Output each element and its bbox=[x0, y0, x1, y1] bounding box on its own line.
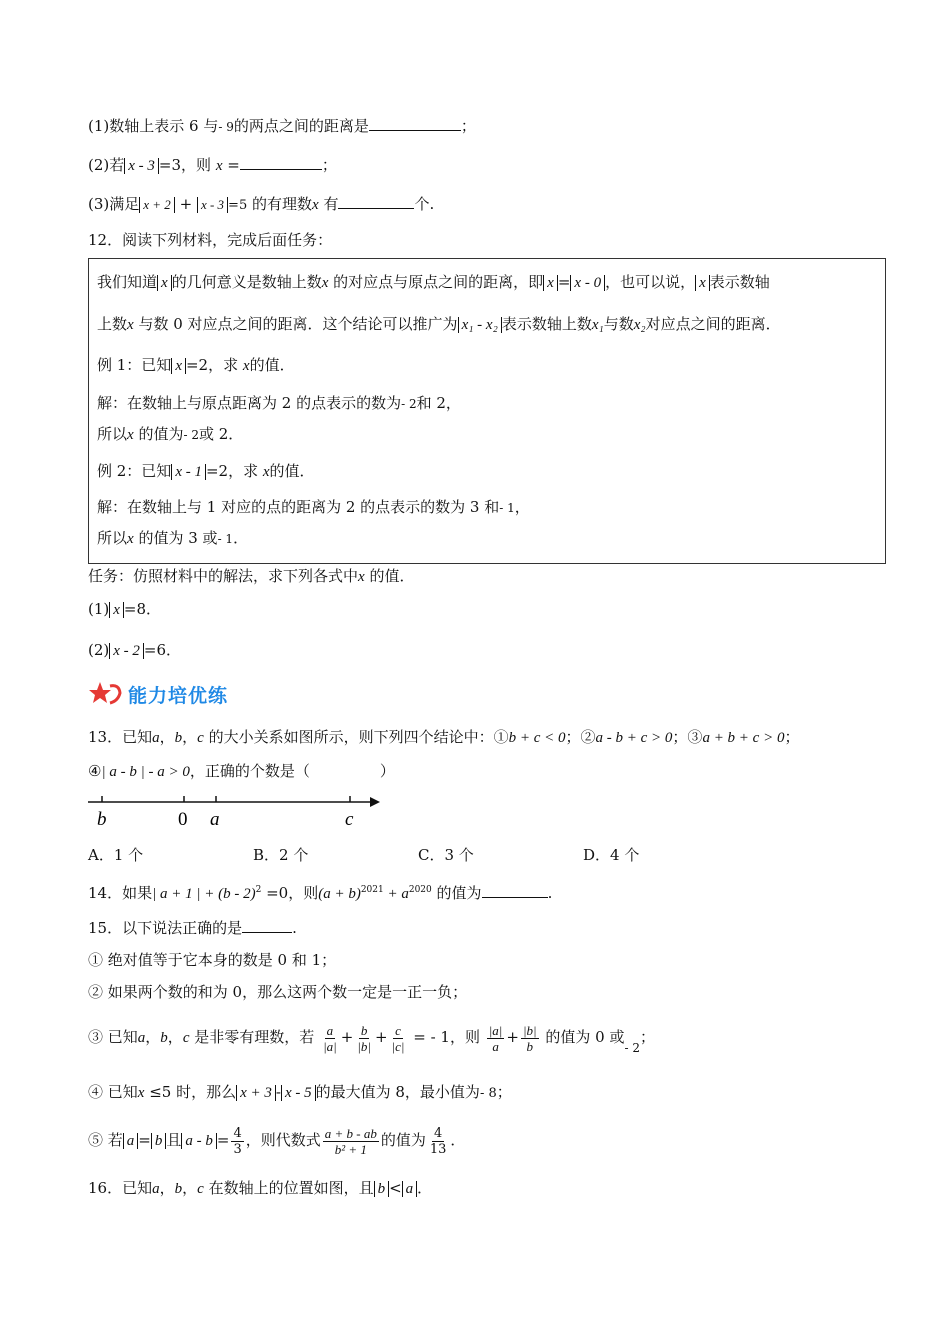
q16: 16．已知a，b，c 在数轴上的位置如图，且 b < a ． bbox=[88, 1179, 433, 1197]
option-d[interactable]: D．4 个 bbox=[583, 846, 640, 864]
option-b[interactable]: B．2 个 bbox=[253, 846, 309, 864]
solution-2-line-2: 所以x 的值为 3 或- 1． bbox=[97, 529, 249, 547]
statement-4: ④ 已知x ≤5 时，那么 x + 3 - x - 5 的最大值为 8，最小值为- 8； bbox=[88, 1083, 512, 1101]
example-2: 例 2：已知 x - 1 =2，求 x的值． bbox=[97, 462, 315, 480]
statement-5: ⑤ 若 a = b 且 a - b = $\frac{4}{3}$ ，则代数式 $\frac{a + b - ab}{\text{b² + 1}}$ 的值为 $\frac{4}{13}$ ． bbox=[88, 1125, 466, 1157]
label-b: b bbox=[97, 809, 107, 830]
label-a: a bbox=[210, 809, 220, 830]
q11-part2: (2)若 x - 3 =3，则 x = ； bbox=[88, 156, 337, 174]
q13-line-2: ④| a - b | - a > 0，正确的个数是（ ） bbox=[88, 762, 395, 780]
solution-2-line-1: 解：在数轴上与 1 对应的点的距离为 2 的点表示的数为 3 和- 1， bbox=[97, 498, 530, 516]
q14: 14．如果| a + 1 | + (b - 2)$^2$ =0，则$(a + b)^{2021} + a^{2020}$ 的值为 . bbox=[88, 884, 553, 902]
solution-1-line-1: 解：在数轴上与原点距离为 2 的点表示的数为- 2和 2， bbox=[97, 394, 461, 412]
statement-1: ① 绝对值等于它本身的数是 0 和 1； bbox=[88, 951, 337, 969]
abs-expression: x - 3 bbox=[124, 158, 159, 174]
solution-1-line-2: 所以x 的值为- 2或 2． bbox=[97, 425, 244, 443]
axis-arrow bbox=[370, 797, 380, 807]
task-1: (1) x =8． bbox=[88, 600, 162, 618]
statement-2: ② 如果两个数的和为 0，那么这两个数一定是一正一负； bbox=[88, 983, 468, 1001]
q11-part1: (1)数轴上表示 6 与- 9的两点之间的距离是 ； bbox=[88, 117, 476, 135]
label-c: c bbox=[345, 809, 354, 830]
q15-title: 15．以下说法正确的是 . bbox=[88, 919, 297, 937]
example-1: 例 1：已知 x =2，求 x的值． bbox=[97, 356, 295, 374]
number-line-figure bbox=[84, 790, 394, 834]
option-c[interactable]: C．3 个 bbox=[418, 846, 474, 864]
section-title: 能力培优练 bbox=[128, 684, 229, 707]
q12-title: 12．阅读下列材料，完成后面任务： bbox=[88, 231, 333, 249]
statement-3: ③ 已知a，b，c 是非零有理数，若 $\frac{a}{|a|}$ + $\frac{b}{|b|}$ + $\frac{c}{|c|}$ = - 1，则 $\frac{|a|}{a}$ + $\frac{|b|}{b}$ 的值为 0 或$_{- 2}$； bbox=[88, 1022, 656, 1055]
task-2: (2) x - 2 =6． bbox=[88, 641, 182, 659]
section-banner bbox=[88, 680, 228, 708]
task-statement: 任务：仿照材料中的解法，求下列各式中x 的值． bbox=[88, 567, 415, 585]
q13-line-1: 13．已知a，b，c 的大小关系如图所示，则下列四个结论中：①b + c < 0；②a - b + c > 0；③a + b + c > 0； bbox=[88, 728, 800, 746]
option-a[interactable]: A．1 个 bbox=[88, 846, 144, 864]
q11-part3: (3)满足 x + 2 + x - 3 =5 的有理数x 有 个. bbox=[88, 195, 435, 213]
material-line-2: 上数x 与数 0 对应点之间的距离．这个结论可以推广为 x₁ - x₂ 表示数轴上数x₁与数x₂对应点之间的距离． bbox=[97, 315, 781, 333]
star-badge-icon bbox=[88, 681, 122, 707]
material-line-1: 我们知道 x 的几何意义是数轴上数x 的对应点与原点之间的距离，即 x = x - 0 ，也可以说， x 表示数轴 bbox=[97, 273, 770, 291]
label-0: 0 bbox=[178, 809, 188, 830]
